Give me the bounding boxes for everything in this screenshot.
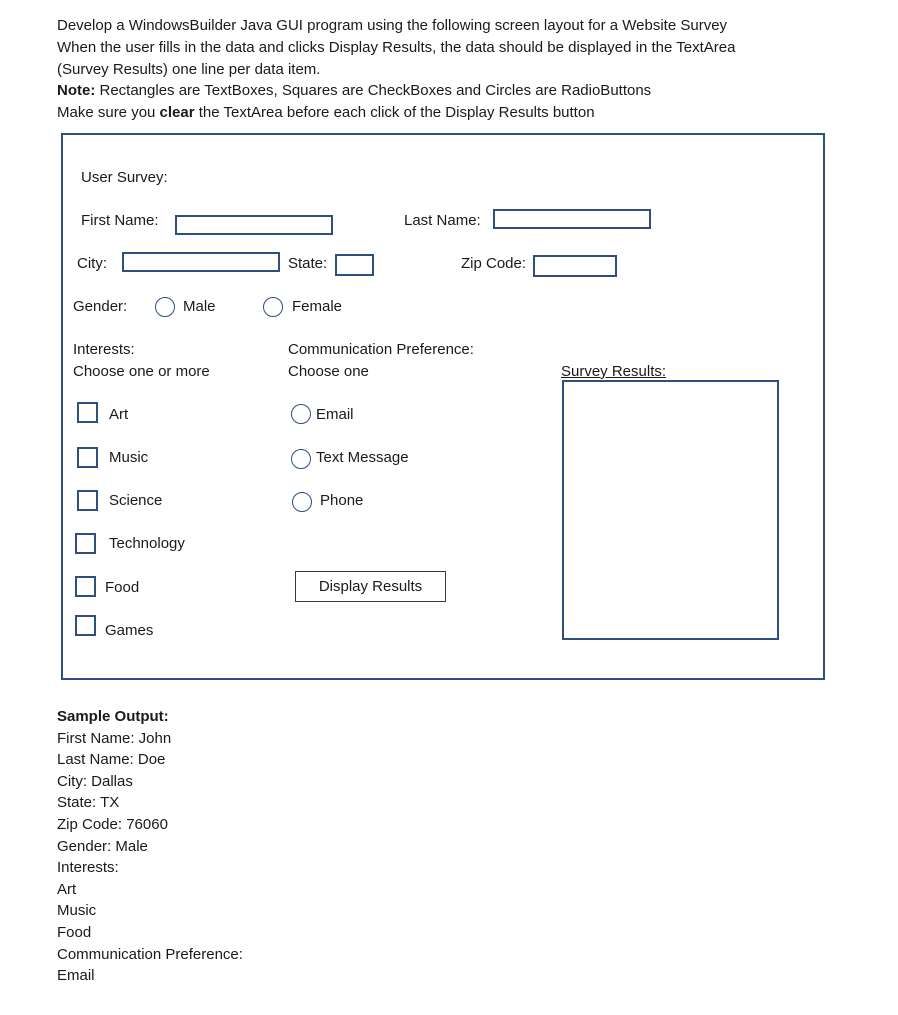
gender-male-radio[interactable] — [155, 297, 175, 317]
display-results-button[interactable]: Display Results — [295, 571, 446, 602]
gender-female-label: Female — [292, 298, 343, 315]
state-textbox[interactable] — [335, 254, 374, 276]
comm-text-radio[interactable] — [291, 449, 311, 469]
sample-line: Food — [57, 924, 92, 941]
interest-music-checkbox[interactable] — [77, 447, 98, 468]
sample-line: Last Name: Doe — [57, 751, 166, 768]
sample-line: Music — [57, 902, 97, 919]
sample-line: Communication Preference: — [57, 946, 243, 963]
form-title: User Survey: — [81, 169, 168, 186]
note-text: Rectangles are TextBoxes, Squares are CheckBoxes and Circles are RadioButtons — [95, 82, 652, 99]
sample-line: Gender: Male — [57, 838, 148, 855]
gender-male-label: Male — [183, 298, 216, 315]
instruction-note — [57, 81, 651, 101]
interest-food-checkbox[interactable] — [75, 576, 96, 597]
zip-textbox[interactable] — [533, 255, 617, 277]
interest-food-label: Food — [105, 579, 140, 596]
note-label: Note: — [57, 82, 96, 99]
interests-label: Interests: — [73, 341, 135, 358]
interest-music-label: Music — [109, 449, 149, 466]
city-textbox[interactable] — [122, 252, 280, 272]
sample-line: City: Dallas — [57, 773, 133, 790]
last-name-label: Last Name: — [404, 212, 481, 229]
sample-output-heading: Sample Output: — [57, 708, 169, 725]
interest-art-label: Art — [109, 406, 129, 423]
comm-phone-label: Phone — [320, 492, 364, 509]
comm-label: Communication Preference: — [288, 341, 474, 358]
clear-post: the TextArea before each click of the Display Results button — [194, 104, 595, 121]
clear-pre: Make sure you — [57, 104, 160, 121]
survey-results-textarea[interactable] — [562, 380, 779, 640]
clear-bold: clear — [159, 104, 195, 121]
sample-line: First Name: John — [57, 730, 172, 747]
comm-email-radio[interactable] — [291, 404, 311, 424]
interest-games-checkbox[interactable] — [75, 615, 96, 636]
city-label: City: — [77, 255, 107, 272]
instruction-line-2: When the user fills in the data and clicks Display Results, the data should be displayed in the TextArea — [57, 39, 736, 56]
comm-text-label: Text Message — [316, 449, 409, 466]
sample-line: Art — [57, 881, 77, 898]
sample-line: Zip Code: 76060 — [57, 816, 168, 833]
first-name-label: First Name: — [81, 212, 159, 229]
gender-label: Gender: — [73, 298, 128, 315]
instruction-line-3: (Survey Results) one line per data item. — [57, 61, 321, 78]
survey-results-label: Survey Results: — [561, 363, 667, 380]
instruction-clear — [57, 103, 595, 123]
zip-label: Zip Code: — [461, 255, 527, 272]
interest-science-checkbox[interactable] — [77, 490, 98, 511]
gender-female-radio[interactable] — [263, 297, 283, 317]
interest-art-checkbox[interactable] — [77, 402, 98, 423]
comm-email-label: Email — [316, 406, 354, 423]
first-name-textbox[interactable] — [175, 215, 333, 235]
sample-line: Interests: — [57, 859, 119, 876]
state-label: State: — [288, 255, 328, 272]
comm-hint: Choose one — [288, 363, 369, 380]
interest-science-label: Science — [109, 492, 163, 509]
interest-technology-label: Technology — [109, 535, 185, 552]
comm-phone-radio[interactable] — [292, 492, 312, 512]
sample-line: State: TX — [57, 794, 120, 811]
sample-line: Email — [57, 967, 95, 984]
instruction-line-1: Develop a WindowsBuilder Java GUI program using the following screen layout for a Website Survey — [57, 17, 728, 34]
interest-technology-checkbox[interactable] — [75, 533, 96, 554]
interest-games-label: Games — [105, 622, 154, 639]
last-name-textbox[interactable] — [493, 209, 651, 229]
interests-hint: Choose one or more — [73, 363, 210, 380]
